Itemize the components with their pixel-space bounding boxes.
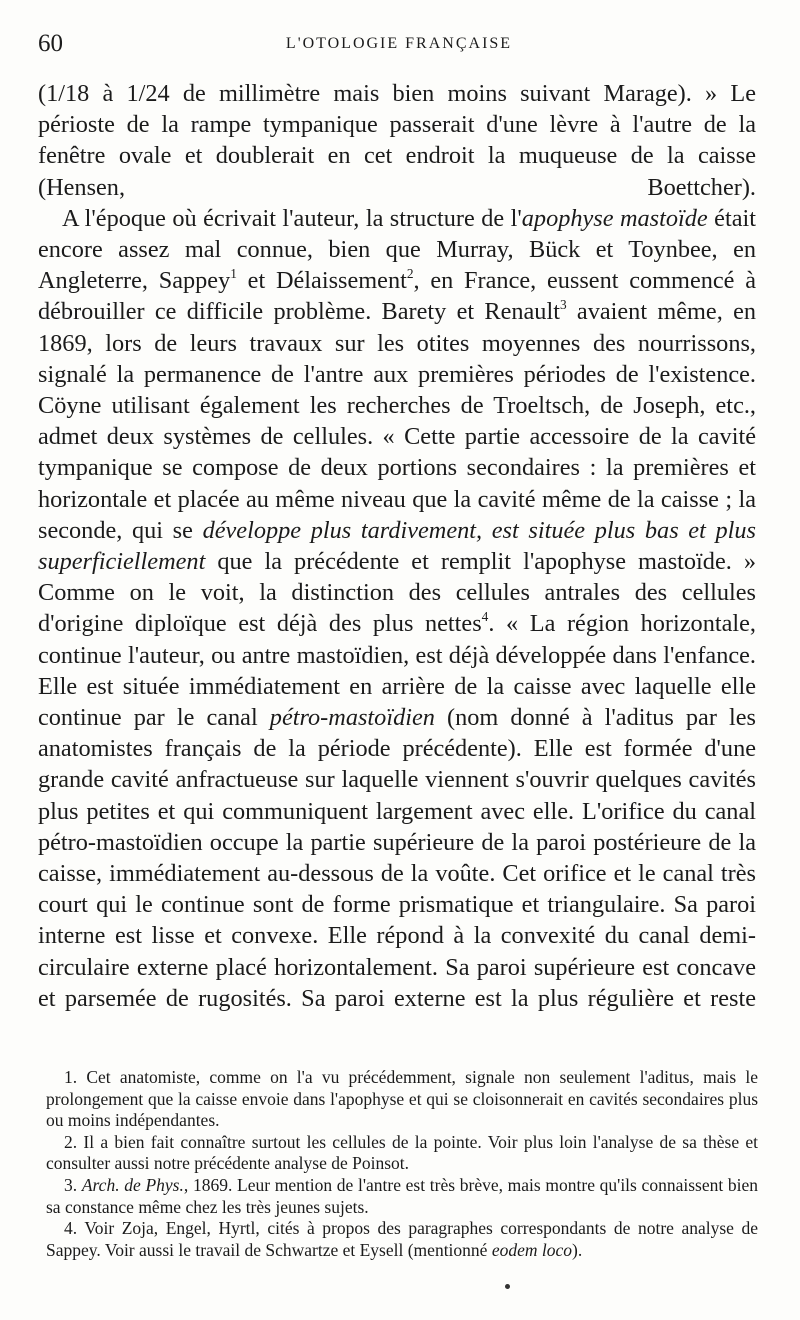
footnotes xyxy=(46,1067,758,1261)
footnote-ref-2: 2 xyxy=(406,266,414,282)
footnote-3-number: 3. xyxy=(64,1174,82,1195)
footnote-ref-1: 1 xyxy=(230,266,237,282)
italic-quote: développe plus tardivement, est située plus bas et plus superficiellement xyxy=(38,516,756,576)
footnote-4-text: 4. Voir Zoja, Engel, Hyrtl, cités à propos des paragraphes correspondants de notre analyse de Sappey. Voir aussi le travail de Schwartze et Eysell (mentionné xyxy=(46,1218,758,1260)
page-number: 60 xyxy=(38,30,63,57)
text-segment: et Délaissement xyxy=(236,267,407,295)
running-title: L'OTOLOGIE FRANÇAISE xyxy=(285,35,513,52)
italic-term: apophyse mastoïde xyxy=(521,204,708,232)
text-segment: . « La région horizontale, continue l'auteur, ou antre mastoïdien, est déjà développée dans l'enfance. Elle est située immédiatement en arrière de la caisse avec laquelle elle continue par le canal xyxy=(38,610,756,732)
footnote-ref-4: 4 xyxy=(481,609,489,625)
paragraph-1-text: (1/18 à 1/24 de millimètre mais bien moins suivant Marage). » Le périoste de la rampe tympanique passerait d'une lèvre à l'autre de la fenêtre ovale et doublerait en cet endroit la muqueuse de la caisse (Hensen, Boettcher). xyxy=(38,80,756,201)
text-segment: que la précédente et remplit l'apophyse mastoïde. » Comme on le voit, la distinction des cellules antrales des cellules d'origine diploïque est déjà des plus nettes xyxy=(38,548,756,638)
footnote-4 xyxy=(46,1218,758,1261)
italic-term: pétro-mastoïdien xyxy=(269,704,435,732)
text-segment: , en France, eussent commencé à débrouiller ce difficile problème. Barety et Renault xyxy=(38,267,756,326)
text-segment: avaient même, en 1869, lors de leurs travaux sur les otites moyennes des nourrissons, signalé la permanence de l'antre aux premières périodes de l'existence. Cöyne utilisant également les recherches de Troeltsch, de Joseph, etc., admet deux systèmes de cellules. « Cette partie accessoire de la cavité tympanique se compose de deux portions secondaires : la premières et horizontale et placée au même niveau que la cavité même de la caisse ; la seconde, qui se xyxy=(38,298,756,544)
footnote-ref-3: 3 xyxy=(559,297,567,313)
footnote-3-journal: Arch. de Phys. xyxy=(81,1174,184,1195)
footnote-2: 2. Il a bien fait connaître surtout les cellules de la pointe. Voir plus loin l'analyse de sa thèse et consulter aussi notre précédente analyse de Poinsot. xyxy=(46,1131,758,1174)
text-segment: A l'époque où écrivait l'auteur, la structure de l' xyxy=(62,204,522,232)
footnote-4-italic: eodem loco xyxy=(491,1239,572,1260)
paragraph-1 xyxy=(38,78,756,203)
footnote-4-end: ). xyxy=(572,1239,583,1260)
ink-speck xyxy=(505,1284,510,1289)
paragraph-2 xyxy=(38,203,756,1014)
body-text xyxy=(38,78,756,1014)
footnote-3 xyxy=(46,1175,758,1218)
footnote-1: 1. Cet anatomiste, comme on l'a vu précédemment, signale non seulement l'aditus, mais le prolongement que la caisse envoie dans l'apophyse et qui se cloisonnerait en cavités secondaires plus ou moins indépendantes. xyxy=(46,1067,758,1131)
page-header xyxy=(38,30,760,60)
text-segment: était encore assez mal connue, bien que Murray, Bück et Toynbee, en Angleterre, Sappey xyxy=(38,204,756,295)
text-segment: (nom donné à l'aditus par les anatomistes français de la période précédente). Elle est formée d'une grande cavité anfractueuse sur laquelle viennent s'ouvrir quelques cavités plus petites et qui communiquent largement avec elle. L'orifice du canal pétro-mastoïdien occupe la partie supérieure de la paroi postérieure de la caisse, immédiatement au-dessous de la voûte. Cet orifice et le canal très court qui le continue sont de forme prismatique et triangulaire. Sa paroi interne est lisse et convexe. Elle répond à la convexité du canal demi-circulaire externe placé horizontalement. Sa paroi supérieure est concave et parsemée de rugosités. Sa paroi externe est la plus régulière et reste xyxy=(38,704,756,1012)
footnote-3-text: , 1869. Leur mention de l'antre est très brève, mais montre qu'ils connaissent bien sa constance même chez les très jeunes sujets. xyxy=(46,1174,759,1217)
